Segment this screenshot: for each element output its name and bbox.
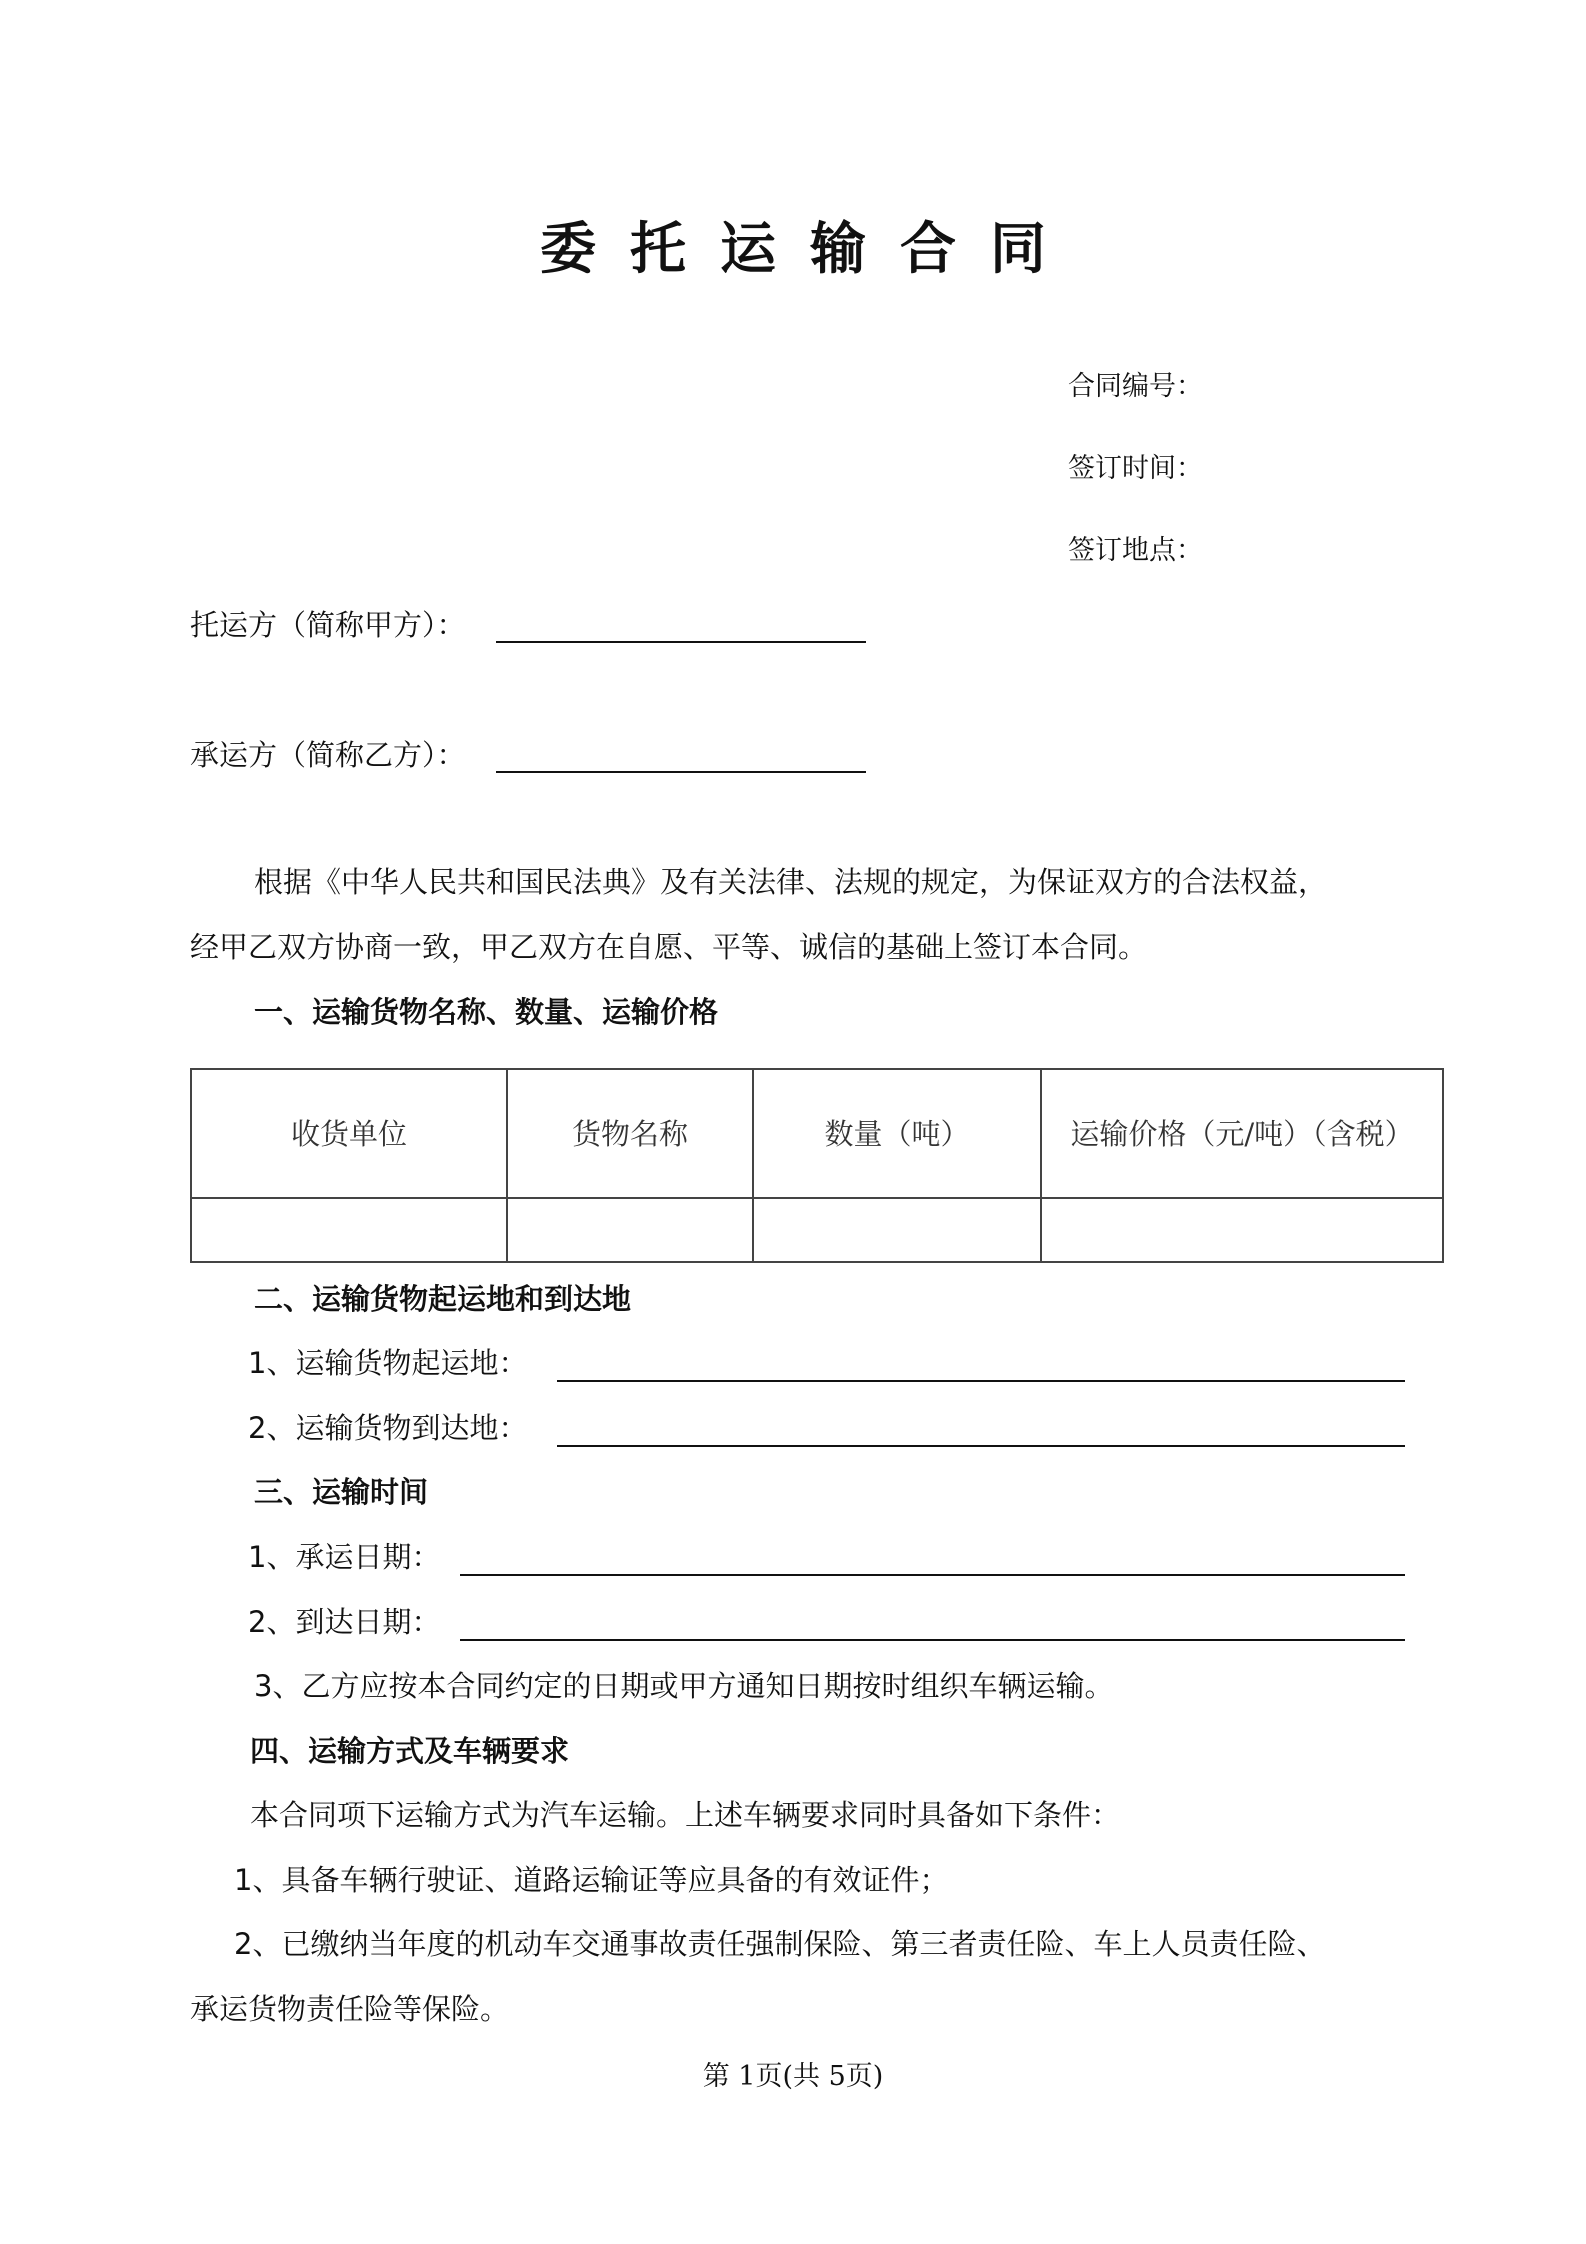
party-a-label: 托运方（简称甲方）： [190,608,466,642]
table-cell [1041,1198,1443,1262]
section-3-heading: 三、运输时间 [254,1475,429,1509]
intro-line-1: 根据《中华人民共和国民法典》及有关法律、法规的规定，为保证双方的合法权益， [254,865,1328,899]
party-b-label: 承运方（简称乙方）： [190,738,466,772]
section-4-item-1: 1、具备车辆行驶证、道路运输证等应具备的有效证件； [234,1863,949,1897]
table-header-cell: 货物名称 [507,1069,753,1198]
goods-table-header-row [191,1069,1443,1198]
sign-time-label: 签订时间： [1068,453,1203,484]
intro-line-2: 经甲乙双方协商一致，甲乙双方在自愿、平等、诚信的基础上签订本合同。 [190,930,1148,964]
party-b-blank-line [496,771,866,773]
shipping-date-label: 1、承运日期： [248,1540,441,1574]
sign-place-label: 签订地点： [1068,535,1203,566]
page-number-footer: 第 1页(共 5页) [702,2061,884,2092]
table-header-cell: 收货单位 [191,1069,507,1198]
section-3-item-3: 3、乙方应按本合同约定的日期或甲方通知日期按时组织车辆运输。 [254,1669,1114,1703]
table-cell [753,1198,1041,1262]
origin-blank-line [557,1380,1405,1382]
goods-table [190,1068,1444,1263]
section-4-item-2-line-1: 2、已缴纳当年度的机动车交通事故责任强制保险、第三者责任险、车上人员责任险、 [234,1927,1326,1961]
destination-label: 2、运输货物到达地： [248,1411,528,1445]
table-cell [507,1198,753,1262]
party-a-blank-line [496,641,866,643]
section-4-heading: 四、运输方式及车辆要求 [250,1734,570,1768]
section-2-heading: 二、运输货物起运地和到达地 [254,1282,632,1316]
origin-label: 1、运输货物起运地： [248,1346,528,1380]
table-header-cell: 运输价格（元/吨）（含税） [1041,1069,1443,1198]
table-row [191,1198,1443,1262]
contract-number-label: 合同编号： [1068,371,1203,402]
document-title: 委托运输合同 [540,217,1080,282]
arrival-date-label: 2、到达日期： [248,1605,441,1639]
arrival-date-blank-line [460,1639,1405,1641]
shipping-date-blank-line [460,1574,1405,1576]
section-4-item-2-line-2: 承运货物责任险等保险。 [190,1992,510,2026]
section-1-heading: 一、运输货物名称、数量、运输价格 [254,995,719,1029]
destination-blank-line [557,1445,1405,1447]
table-cell [191,1198,507,1262]
section-4-intro: 本合同项下运输方式为汽车运输。上述车辆要求同时具备如下条件： [250,1798,1121,1832]
table-header-cell: 数量（吨） [753,1069,1041,1198]
